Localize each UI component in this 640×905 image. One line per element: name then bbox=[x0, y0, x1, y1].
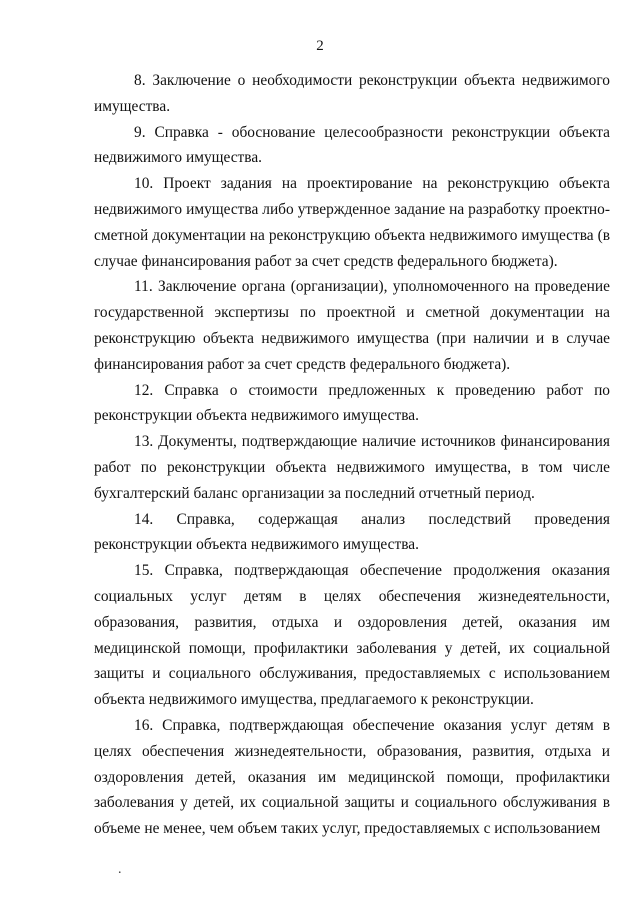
paragraph-item-11: 11. Заключение органа (организации), уполномоченного на проведение государственной экспертизы по проектной и сметной документации на реконструкцию объекта недвижимого имущества (при наличии и в случае финансирования работ за счет средств федерального бюджета). bbox=[94, 278, 610, 373]
page-number: 2 bbox=[316, 38, 324, 54]
paragraph-item-16: 16. Справка, подтверждающая обеспечение оказания услуг детям в целях обеспечения жизнедеятельности, образования, развития, отдыха и оздоровления детей, оказания им медицинской помощи, профилактики заболевания у детей, их социальной защиты и социального обслуживания в объеме не менее, чем объем таких услуг, предоставляемых с использованием bbox=[94, 716, 610, 838]
paragraph-item-15: 15. Справка, подтверждающая обеспечение продолжения оказания социальных услуг детям в целях обеспечения жизнедеятельности, образования, развития, отдыха и оздоровления детей, оказания им медицинской помощи, профилактики заболевания у детей, их социальной защиты и социального обслуживания, предоставляемых с использованием объекта недвижимого имущества, предлагаемого к реконструкции. bbox=[94, 562, 610, 709]
paragraph-item-9: 9. Справка - обоснование целесообразности реконструкции объекта недвижимого имущества. bbox=[94, 123, 610, 167]
paragraph-item-8: 8. Заключение о необходимости реконструкции объекта недвижимого имущества. bbox=[94, 72, 610, 115]
margin-mark: . bbox=[118, 862, 122, 877]
paragraph-item-10: 10. Проект задания на проектирование на реконструкцию объекта недвижимого имущества либо утвержденное задание на разработку проектно-сметной документации на реконструкцию объекта недвижимого имущества (в случае финансирования работ за счет средств федерального бюджета). bbox=[94, 175, 610, 270]
paragraph-item-14: 14. Справка, содержащая анализ последствий проведения реконструкции объекта недвижимого имущества. bbox=[94, 510, 610, 554]
document-body bbox=[94, 68, 610, 842]
paragraph-item-12: 12. Справка о стоимости предложенных к проведению работ по реконструкции объекта недвижимого имущества. bbox=[94, 381, 610, 425]
paragraph-item-13: 13. Документы, подтверждающие наличие источников финансирования работ по реконструкции объекта недвижимого имущества, в том числе бухгалтерский баланс организации за последний отчетный период. bbox=[94, 433, 610, 502]
